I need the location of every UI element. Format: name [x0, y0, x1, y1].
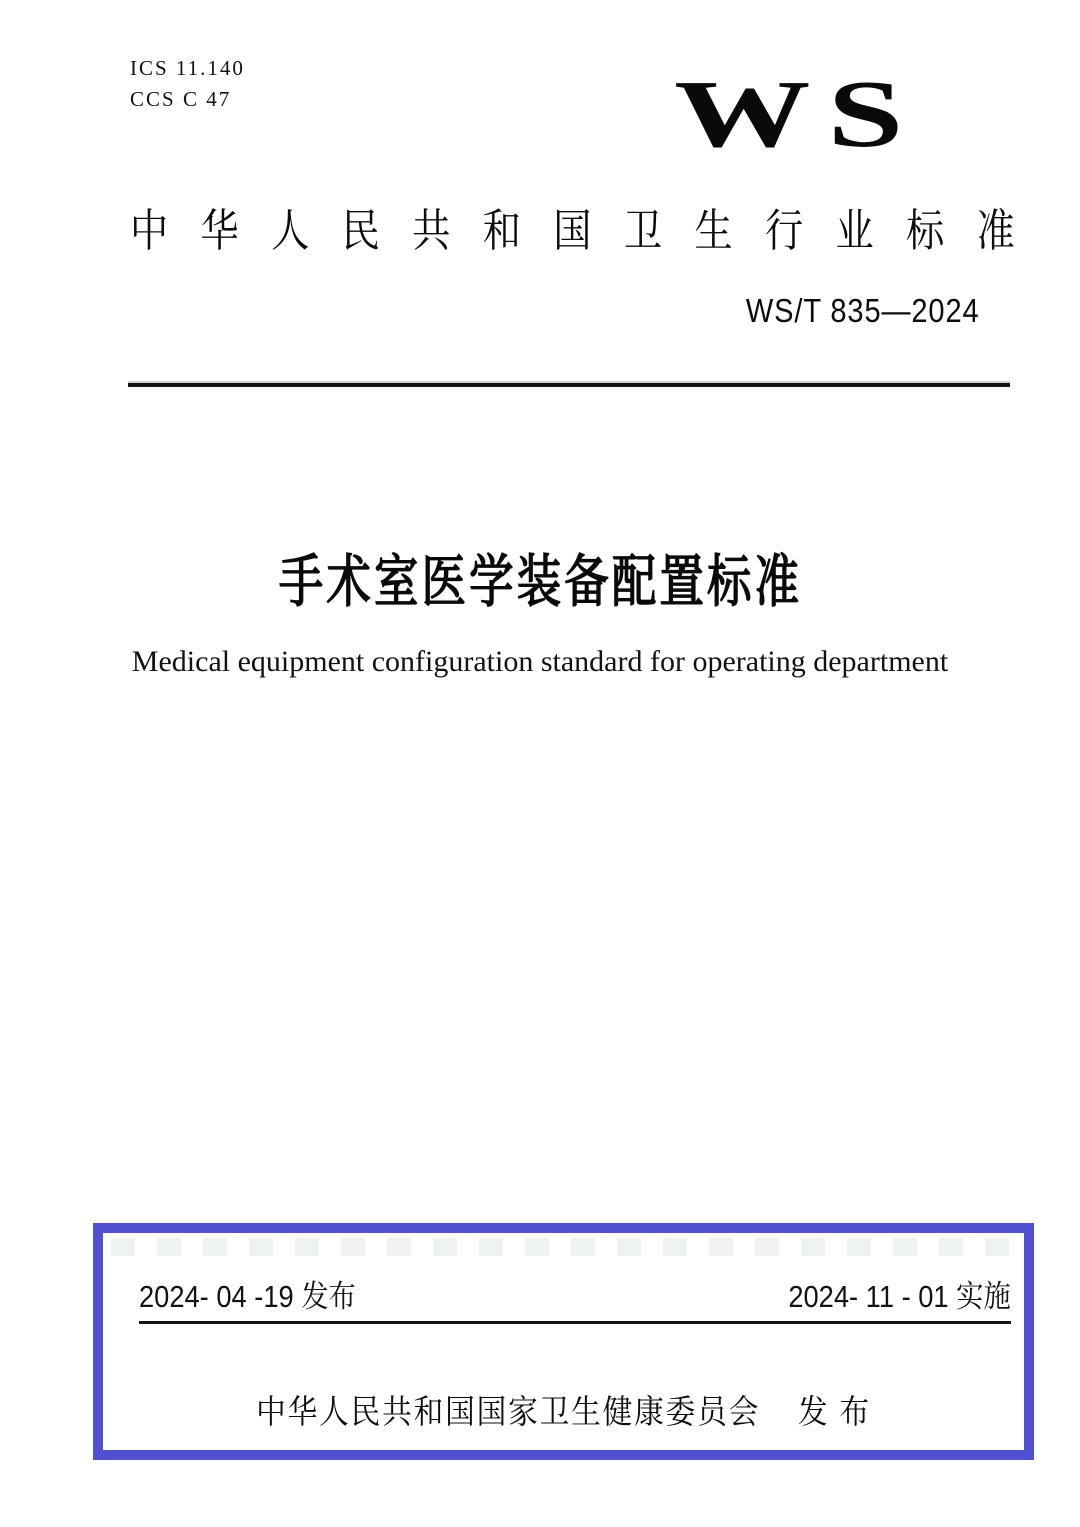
document-title-english: Medical equipment configuration standard for operating department — [131, 645, 949, 678]
publish-action-label: 发 布 — [797, 1393, 871, 1430]
ics-code: ICS 11.140 — [130, 56, 245, 80]
publisher-line — [256, 1391, 871, 1432]
watermark-row — [111, 1238, 1016, 1256]
implementation-date: 2024- 11 - 01 实施 — [788, 1279, 1011, 1314]
ws-logo: WS — [673, 60, 920, 167]
document-title-chinese-wrap — [0, 550, 1080, 616]
issue-date: 2024- 04 -19 发布 — [139, 1279, 356, 1314]
dates-row — [139, 1281, 1011, 1324]
document-title-chinese: 手术室医学装备配置标准 — [278, 550, 802, 614]
publisher-row — [103, 1391, 1024, 1432]
classification-codes — [130, 53, 245, 115]
header-divider-line — [128, 383, 1010, 387]
standard-type-heading: 中华人民共和国卫生行业标准 — [130, 205, 1048, 256]
ccs-code: CCS C 47 — [130, 87, 232, 111]
standard-number: WS/T 835—2024 — [746, 292, 980, 329]
publisher-name: 中华人民共和国国家卫生健康委员会 — [256, 1393, 761, 1430]
issue-box — [93, 1223, 1034, 1460]
